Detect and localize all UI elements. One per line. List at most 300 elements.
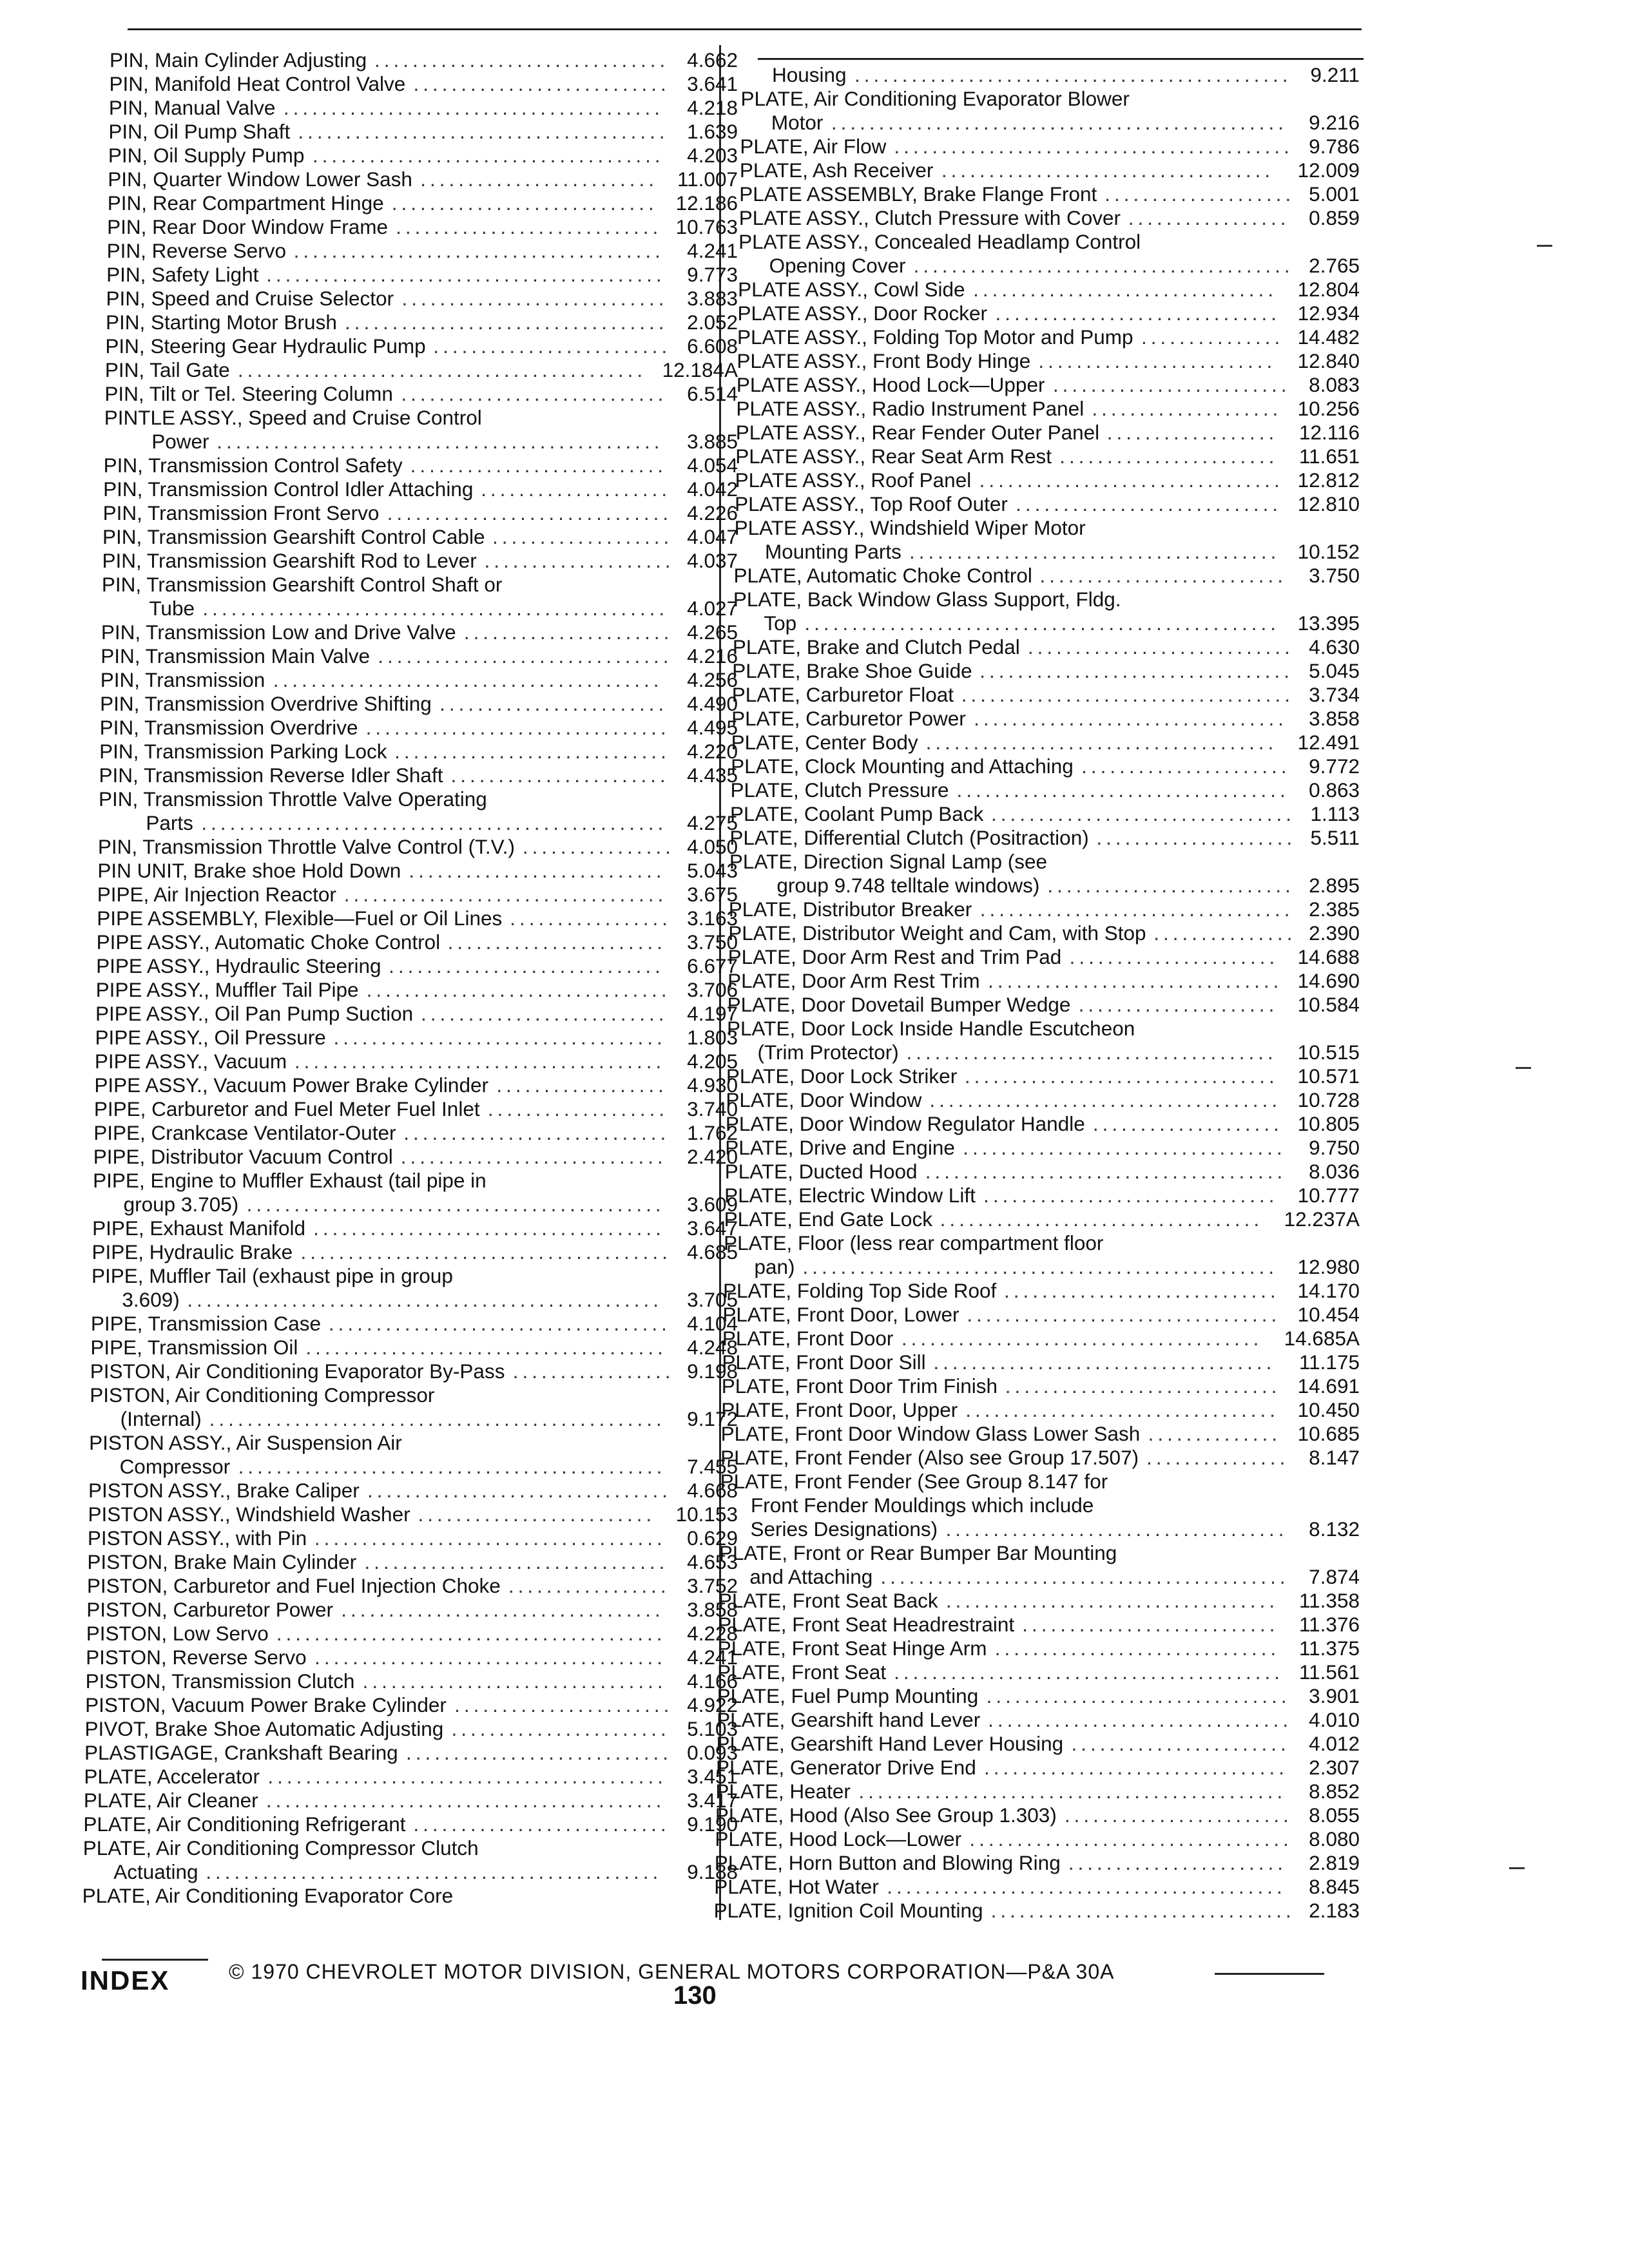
index-entry (101, 644, 738, 668)
entry-group-number: 10.584 (1297, 993, 1360, 1016)
entry-group-number: 3.641 (687, 72, 738, 95)
index-entry (738, 278, 1360, 302)
index-entry (715, 1803, 1360, 1827)
leader-dots: ........................................ (913, 254, 1294, 277)
index-entry (95, 1026, 738, 1050)
entry-group-number: 6.608 (687, 334, 738, 358)
index-entry (84, 1765, 738, 1789)
entry-name: PIN, Safety Light (106, 263, 259, 286)
entry-name: Tube (149, 597, 195, 620)
entry-name: PIN, Transmission Parking Lock (99, 740, 387, 763)
index-entry (740, 111, 1360, 135)
index-entry (721, 1422, 1360, 1446)
leader-dots: .................................. (940, 1207, 1264, 1231)
entry-name: PLATE, Front Fender (See Group 8.147 for (720, 1470, 1108, 1493)
index-entry (741, 63, 1360, 87)
leader-dots: ................................. (979, 898, 1294, 921)
leader-dots: .................... (1104, 182, 1295, 206)
leader-dots: ...................... (463, 620, 673, 644)
leader-dots: .............................. (994, 1637, 1280, 1660)
right-column-top-rule (758, 58, 1364, 60)
leader-dots: ......................... (433, 334, 671, 358)
entry-name: PIN, Steering Gear Hydraulic Pump (105, 334, 426, 358)
leader-dots: ............................ (405, 1741, 673, 1764)
leader-dots: ................................ (990, 802, 1296, 825)
leader-dots: ................................. (979, 659, 1294, 682)
entry-name: PLATE, Clock Mounting and Attaching (731, 754, 1074, 778)
entry-name: PLATE, Front Fender (Also see Group 17.507) (720, 1446, 1139, 1469)
entry-name: PLATE, Differential Clutch (Positraction) (729, 826, 1089, 849)
entry-name: PIPE, Distributor Vacuum Control (93, 1145, 393, 1168)
leader-dots: ...................................... (305, 1336, 667, 1359)
index-entry (726, 1041, 1360, 1064)
leader-dots: ...................... (1081, 754, 1291, 778)
index-entry (729, 874, 1360, 898)
index-entry (82, 1884, 738, 1908)
entry-group-number: 4.203 (687, 144, 738, 167)
entry-group-number: 10.805 (1297, 1112, 1360, 1135)
entry-name: PLATE, Front Door Trim Finish (721, 1374, 998, 1398)
leader-dots: ....................................... (293, 239, 664, 262)
leader-dots: ................................................ (209, 1407, 666, 1430)
entry-name: PIPE ASSY., Oil Pan Pump Suction (95, 1002, 414, 1025)
entry-name: PLATE, Electric Window Lift (724, 1184, 976, 1207)
leader-dots: ...................................... (901, 1327, 1263, 1350)
leader-dots: ................................ (990, 1899, 1295, 1922)
index-entry (714, 1875, 1360, 1899)
leader-dots: ........................................ (283, 96, 664, 119)
margin-mark (1516, 1067, 1531, 1069)
index-entry (731, 707, 1360, 731)
entry-name: PIPE, Carburetor and Fuel Meter Fuel Inlet (93, 1097, 480, 1120)
leader-dots: ..................................... (313, 1216, 665, 1240)
leader-dots: ......................... (1052, 373, 1291, 396)
leader-dots: ............................. (1005, 1374, 1281, 1398)
entry-name: Mounting Parts (765, 540, 901, 563)
leader-dots: ................................ (365, 716, 670, 739)
leader-dots: .......................................... (266, 263, 666, 286)
entry-group-number: 2.819 (1309, 1851, 1360, 1874)
entry-name: PIN, Rear Compartment Hinge (107, 191, 384, 215)
leader-dots: ......................................... (273, 668, 663, 691)
leader-dots: ....................................... (294, 1050, 666, 1073)
index-entry (95, 1002, 738, 1026)
index-entry (96, 954, 738, 978)
index-entry (90, 1383, 738, 1407)
index-entry (95, 1050, 738, 1073)
entry-group-number: 12.980 (1297, 1255, 1360, 1278)
entry-group-number: 3.740 (687, 1097, 738, 1120)
leader-dots: ..................................... (314, 1646, 666, 1669)
leader-dots: ....................... (447, 930, 666, 954)
index-entry (104, 382, 738, 406)
entry-group-number: 10.763 (675, 215, 738, 238)
entry-group-number: 12.810 (1297, 492, 1360, 515)
entry-group-number: 14.688 (1297, 945, 1360, 968)
index-entry (718, 1613, 1360, 1637)
entry-group-number: 14.170 (1297, 1279, 1360, 1302)
entry-group-number: 6.677 (687, 954, 738, 977)
entry-name: PIN, Transmission Gearshift Rod to Lever (102, 549, 477, 572)
entry-name: PLATE, Hood Lock—Lower (715, 1827, 962, 1850)
entry-group-number: 2.385 (1309, 898, 1360, 921)
index-entry (102, 549, 738, 573)
entry-name: group 3.705) (123, 1193, 239, 1216)
entry-group-number: 4.630 (1309, 635, 1360, 658)
leader-dots: ....................................... (300, 1240, 671, 1264)
entry-group-number: 12.812 (1297, 468, 1360, 492)
entry-group-number: 2.420 (687, 1145, 738, 1168)
entry-group-number: 5.001 (1309, 182, 1360, 206)
leader-dots: .............................................. (854, 63, 1292, 86)
index-entry (735, 445, 1360, 468)
entry-name: PIN, Tilt or Tel. Steering Column (104, 382, 393, 405)
entry-name: PLATE, Front Door Window Glass Lower Sash (720, 1422, 1141, 1445)
entry-name: PLATE ASSY., Folding Top Motor and Pump (737, 325, 1133, 349)
entry-group-number: 2.895 (1309, 874, 1360, 897)
leader-dots: ................................ (366, 978, 671, 1001)
entry-name: and Attaching (749, 1565, 873, 1588)
entry-group-number: 8.036 (1309, 1160, 1360, 1183)
entry-name: PLATE, Air Cleaner (83, 1789, 258, 1812)
entry-name: PLATE, Front Door, Upper (721, 1398, 958, 1421)
entry-name: PIPE, Transmission Oil (90, 1336, 298, 1359)
margin-mark (1509, 1867, 1525, 1869)
index-entry (94, 1097, 738, 1121)
entry-group-number: 12.184A (662, 358, 738, 381)
index-entry (726, 1088, 1360, 1112)
index-entry (729, 826, 1360, 850)
entry-group-number: 9.190 (687, 1812, 738, 1836)
index-entry (94, 1073, 738, 1097)
entry-name: PLATE, Generator Drive End (715, 1756, 976, 1779)
entry-name: PIPE ASSY., Oil Pressure (95, 1026, 326, 1049)
entry-name: PLATE, Carburetor Float (731, 683, 954, 706)
entry-group-number: 3.705 (687, 1288, 738, 1311)
entry-group-number: 11.007 (677, 168, 738, 191)
entry-group-number: 4.047 (687, 525, 738, 548)
index-entry (86, 1622, 738, 1646)
leader-dots: .............................. (387, 501, 673, 524)
entry-name: PLATE, Front Seat (717, 1660, 887, 1684)
entry-name: PLATE, Distributor Weight and Cam, with Stop (728, 921, 1146, 945)
entry-group-number: 12.840 (1297, 349, 1360, 372)
entry-group-number: 8.055 (1309, 1803, 1360, 1827)
index-entry (83, 1836, 738, 1860)
index-entry (86, 1598, 738, 1622)
entry-group-number: 3.163 (687, 907, 738, 930)
entry-group-number: 11.376 (1298, 1613, 1360, 1636)
leader-dots: ................. (512, 1360, 675, 1383)
leader-dots: .......................... (1039, 564, 1287, 587)
entry-name: PLATE, Door Lock Inside Handle Escutcheon (727, 1017, 1135, 1040)
entry-name: PLATE, Center Body (731, 731, 918, 754)
entry-name: PISTON, Air Conditioning Compressor (90, 1383, 435, 1407)
entry-name: PIPE, Muffler Tail (exhaust pipe in group (91, 1264, 453, 1287)
leader-dots: ....................................... (298, 120, 669, 143)
leader-dots: ............................ (1027, 635, 1294, 658)
entry-group-number: 4.226 (687, 501, 738, 524)
leader-dots: ........................... (410, 454, 667, 477)
index-entry (88, 1503, 738, 1526)
entry-group-number: 8.845 (1309, 1875, 1360, 1898)
entry-group-number: 4.166 (687, 1669, 738, 1693)
leader-dots: ................... (492, 525, 673, 548)
entry-group-number: 2.765 (1309, 254, 1360, 277)
index-entry (85, 1693, 738, 1717)
leader-dots: .................. (1106, 421, 1278, 444)
leader-dots: ........................ (1064, 1803, 1293, 1827)
leader-dots: ....................... (1068, 1851, 1287, 1874)
index-entry (717, 1684, 1360, 1708)
leader-dots: ............................. (1003, 1279, 1280, 1302)
leader-dots: ................................ (983, 1756, 1289, 1779)
leader-dots: ................................................. (202, 597, 669, 620)
entry-group-number: 10.777 (1297, 1184, 1360, 1207)
leader-dots: ................................ (362, 1669, 667, 1693)
index-entry (730, 802, 1360, 826)
entry-group-number: 10.728 (1297, 1088, 1360, 1111)
leader-dots: ............................................... (217, 430, 664, 453)
entry-group-number: 4.027 (687, 597, 738, 620)
index-entry (85, 1717, 738, 1741)
entry-name: (Internal) (120, 1407, 202, 1430)
entry-name: Actuating (113, 1860, 198, 1883)
entry-group-number: 10.153 (675, 1503, 738, 1526)
index-entry (726, 1112, 1360, 1136)
entry-group-number: 12.237A (1284, 1207, 1360, 1231)
leader-dots: .................................. (341, 1598, 664, 1621)
footer-copyright: © 1970 CHEVROLET MOTOR DIVISION, GENERAL MOTORS CORPORATION—P&A 30A (229, 1960, 1115, 1983)
index-entry (93, 1145, 738, 1169)
index-entry (88, 1526, 738, 1550)
index-entry (89, 1431, 738, 1455)
index-entry (91, 1288, 738, 1312)
index-entry (90, 1336, 738, 1360)
entry-name: PISTON, Carburetor and Fuel Injection Choke (86, 1574, 501, 1597)
leader-dots: ....................... (1059, 445, 1278, 468)
index-entry (727, 1017, 1360, 1041)
entry-group-number: 11.651 (1298, 445, 1360, 468)
leader-dots: .............................. (995, 302, 1281, 325)
leader-dots: .......................... (1047, 874, 1295, 897)
leader-dots: ..................................... (314, 1526, 666, 1550)
entry-name: (Trim Protector) (757, 1041, 899, 1064)
entry-group-number: 4.197 (687, 1002, 738, 1025)
leader-dots: ............................... (983, 1184, 1278, 1207)
index-entry (108, 120, 738, 144)
leader-dots: .......................................... (265, 1789, 666, 1812)
index-entry (721, 1398, 1360, 1422)
leader-dots: ....................................... (909, 540, 1280, 563)
entry-group-number: 3.885 (687, 430, 738, 453)
index-entry (107, 239, 738, 263)
entry-name: PLATE, Distributor Breaker (728, 898, 972, 921)
entry-group-number: 4.216 (687, 644, 738, 668)
entry-name: PLATE, Carburetor Power (731, 707, 966, 730)
top-rule (128, 28, 1362, 30)
leader-dots: ..................... (1096, 826, 1296, 849)
leader-dots: ....................... (451, 1717, 670, 1740)
entry-name: PLATE, Front Seat Back (718, 1589, 938, 1612)
entry-group-number: 9.750 (1309, 1136, 1360, 1159)
leader-dots: ....................................... (906, 1041, 1277, 1064)
entry-name: PLATE, Horn Button and Blowing Ring (714, 1851, 1061, 1874)
entry-name: PLATE, Heater (715, 1780, 851, 1803)
index-entry (105, 334, 738, 358)
entry-group-number: 3.675 (687, 883, 738, 906)
entry-name: PIN, Transmission Control Safety (103, 454, 403, 477)
entry-group-number: 3.858 (1309, 707, 1360, 730)
index-entry (728, 945, 1360, 969)
index-entry (717, 1660, 1360, 1684)
index-entry (722, 1350, 1360, 1374)
index-entry (735, 492, 1360, 516)
entry-group-number: 12.116 (1298, 421, 1360, 444)
entry-group-number: 4.653 (687, 1550, 738, 1573)
leader-dots: ........................ (439, 692, 668, 715)
leader-dots: ................................... (333, 1026, 666, 1049)
leader-dots: ............................. (389, 954, 664, 977)
index-entry (87, 1550, 738, 1574)
leader-dots: ............................ (1016, 492, 1282, 515)
entry-name: PLATE, Air Conditioning Refrigerant (83, 1812, 406, 1836)
entry-group-number: 2.390 (1309, 921, 1360, 945)
entry-group-number: 3.901 (1309, 1684, 1360, 1707)
index-entry (732, 659, 1360, 683)
leader-dots: ............................... (378, 644, 673, 668)
entry-group-number: 12.934 (1297, 302, 1360, 325)
index-entry (737, 373, 1360, 397)
entry-name: PISTON, Air Conditioning Evaporator By-Pass (90, 1360, 505, 1383)
index-entry (737, 349, 1360, 373)
entry-group-number: 9.216 (1309, 111, 1360, 134)
entry-group-number: 5.045 (1309, 659, 1360, 682)
leader-dots: ............................... (988, 969, 1283, 992)
leader-dots: .................................................. (187, 1288, 662, 1311)
index-entry (725, 1160, 1360, 1184)
entry-group-number: 4.220 (687, 740, 738, 763)
leader-dots: ............... (1141, 325, 1284, 349)
entry-group-number: 4.275 (687, 811, 738, 834)
index-entry (719, 1541, 1360, 1565)
leader-dots: ................................. (964, 1064, 1278, 1088)
entry-name: PIVOT, Brake Shoe Automatic Adjusting (84, 1717, 444, 1740)
index-entry (99, 764, 738, 787)
leader-dots: ............................................ (246, 1193, 665, 1216)
index-entry (718, 1565, 1360, 1589)
entry-group-number: 1.639 (687, 120, 738, 143)
index-entry (101, 668, 738, 692)
entry-name: PLATE ASSY., Front Body Hinge (737, 349, 1031, 372)
entry-group-number: 8.852 (1309, 1780, 1360, 1803)
entry-group-number: 11.175 (1298, 1350, 1360, 1374)
entry-name: PIN, Transmission Low and Drive Valve (101, 620, 456, 644)
index-entry (92, 1240, 738, 1264)
entry-group-number: 10.152 (1297, 540, 1360, 563)
footer-rule-left (102, 1959, 208, 1961)
entry-group-number: 4.495 (687, 716, 738, 739)
margin-mark (1537, 245, 1552, 247)
leader-dots: ......................... (1038, 349, 1277, 372)
index-entry (733, 611, 1360, 635)
index-entry (740, 159, 1360, 182)
entry-group-number: 11.561 (1298, 1660, 1360, 1684)
entry-group-number: 11.375 (1298, 1637, 1360, 1660)
entry-name: PLATE, Air Conditioning Evaporator Core (82, 1884, 454, 1907)
entry-name: PISTON, Transmission Clutch (85, 1669, 355, 1693)
index-entry (719, 1517, 1360, 1541)
index-entry (723, 1279, 1360, 1303)
index-entry (104, 406, 738, 430)
entry-name: PISTON, Carburetor Power (86, 1598, 334, 1621)
entry-name: 3.609) (122, 1288, 180, 1311)
entry-group-number: 12.491 (1297, 731, 1360, 754)
entry-name: PIN, Manifold Heat Control Valve (109, 72, 406, 95)
entry-name: PIPE, Engine to Muffler Exhaust (tail pipe in (93, 1169, 487, 1192)
entry-name: pan) (754, 1255, 795, 1278)
index-entry (92, 1216, 738, 1240)
index-entry (106, 311, 738, 334)
leader-dots: ............................................. (858, 1780, 1287, 1803)
footer-rule-right (1215, 1973, 1324, 1975)
entry-name: PISTON ASSY., Air Suspension Air (89, 1431, 402, 1454)
index-entry (734, 540, 1360, 564)
index-entry (87, 1574, 738, 1598)
entry-name: PINTLE ASSY., Speed and Cruise Control (104, 406, 482, 429)
entry-name: Top (764, 611, 797, 635)
index-entry (724, 1207, 1360, 1231)
leader-dots: ..................... (1078, 993, 1278, 1016)
index-entry (735, 468, 1360, 492)
index-entry (738, 230, 1360, 254)
entry-group-number: 9.772 (1309, 754, 1360, 778)
index-entry (96, 978, 738, 1002)
index-entry (720, 1446, 1360, 1470)
entry-group-number: 3.647 (687, 1216, 738, 1240)
entry-group-number: 11.358 (1298, 1589, 1360, 1612)
index-entry (739, 206, 1360, 230)
leader-dots: ..................................... (312, 144, 664, 167)
entry-group-number: 0.863 (1309, 778, 1360, 802)
entry-group-number: 14.691 (1297, 1374, 1360, 1398)
entry-name: PLATE, Clutch Pressure (730, 778, 949, 802)
entry-group-number: 5.103 (687, 1717, 738, 1740)
entry-name: PIN, Transmission Reverse Idler Shaft (99, 764, 443, 787)
index-entry (86, 1669, 738, 1693)
index-entry (98, 811, 738, 835)
leader-dots: ........................... (409, 859, 666, 882)
entry-group-number: 1.113 (1310, 802, 1360, 825)
entry-group-number: 4.054 (687, 454, 738, 477)
entry-name: PIPE ASSEMBLY, Flexible—Fuel or Oil Lines (97, 907, 503, 930)
index-entry (91, 1312, 738, 1336)
entry-name: PLATE, Door Window Regulator Handle (725, 1112, 1085, 1135)
index-entry (89, 1455, 738, 1479)
entry-group-number: 4.050 (687, 835, 738, 858)
leader-dots: .................................. (344, 311, 668, 334)
entry-name: PLATE ASSY., Radio Instrument Panel (736, 397, 1084, 420)
index-entry (101, 597, 738, 620)
entry-group-number: 7.874 (1309, 1565, 1360, 1588)
index-entry (740, 135, 1360, 159)
index-entry (728, 921, 1360, 945)
index-entry (97, 930, 738, 954)
entry-group-number: 3.706 (687, 978, 738, 1001)
leader-dots: .................................................. (802, 1255, 1278, 1278)
entry-name: PISTON ASSY., Brake Caliper (88, 1479, 360, 1502)
entry-name: Front Fender Mouldings which include (751, 1494, 1094, 1517)
